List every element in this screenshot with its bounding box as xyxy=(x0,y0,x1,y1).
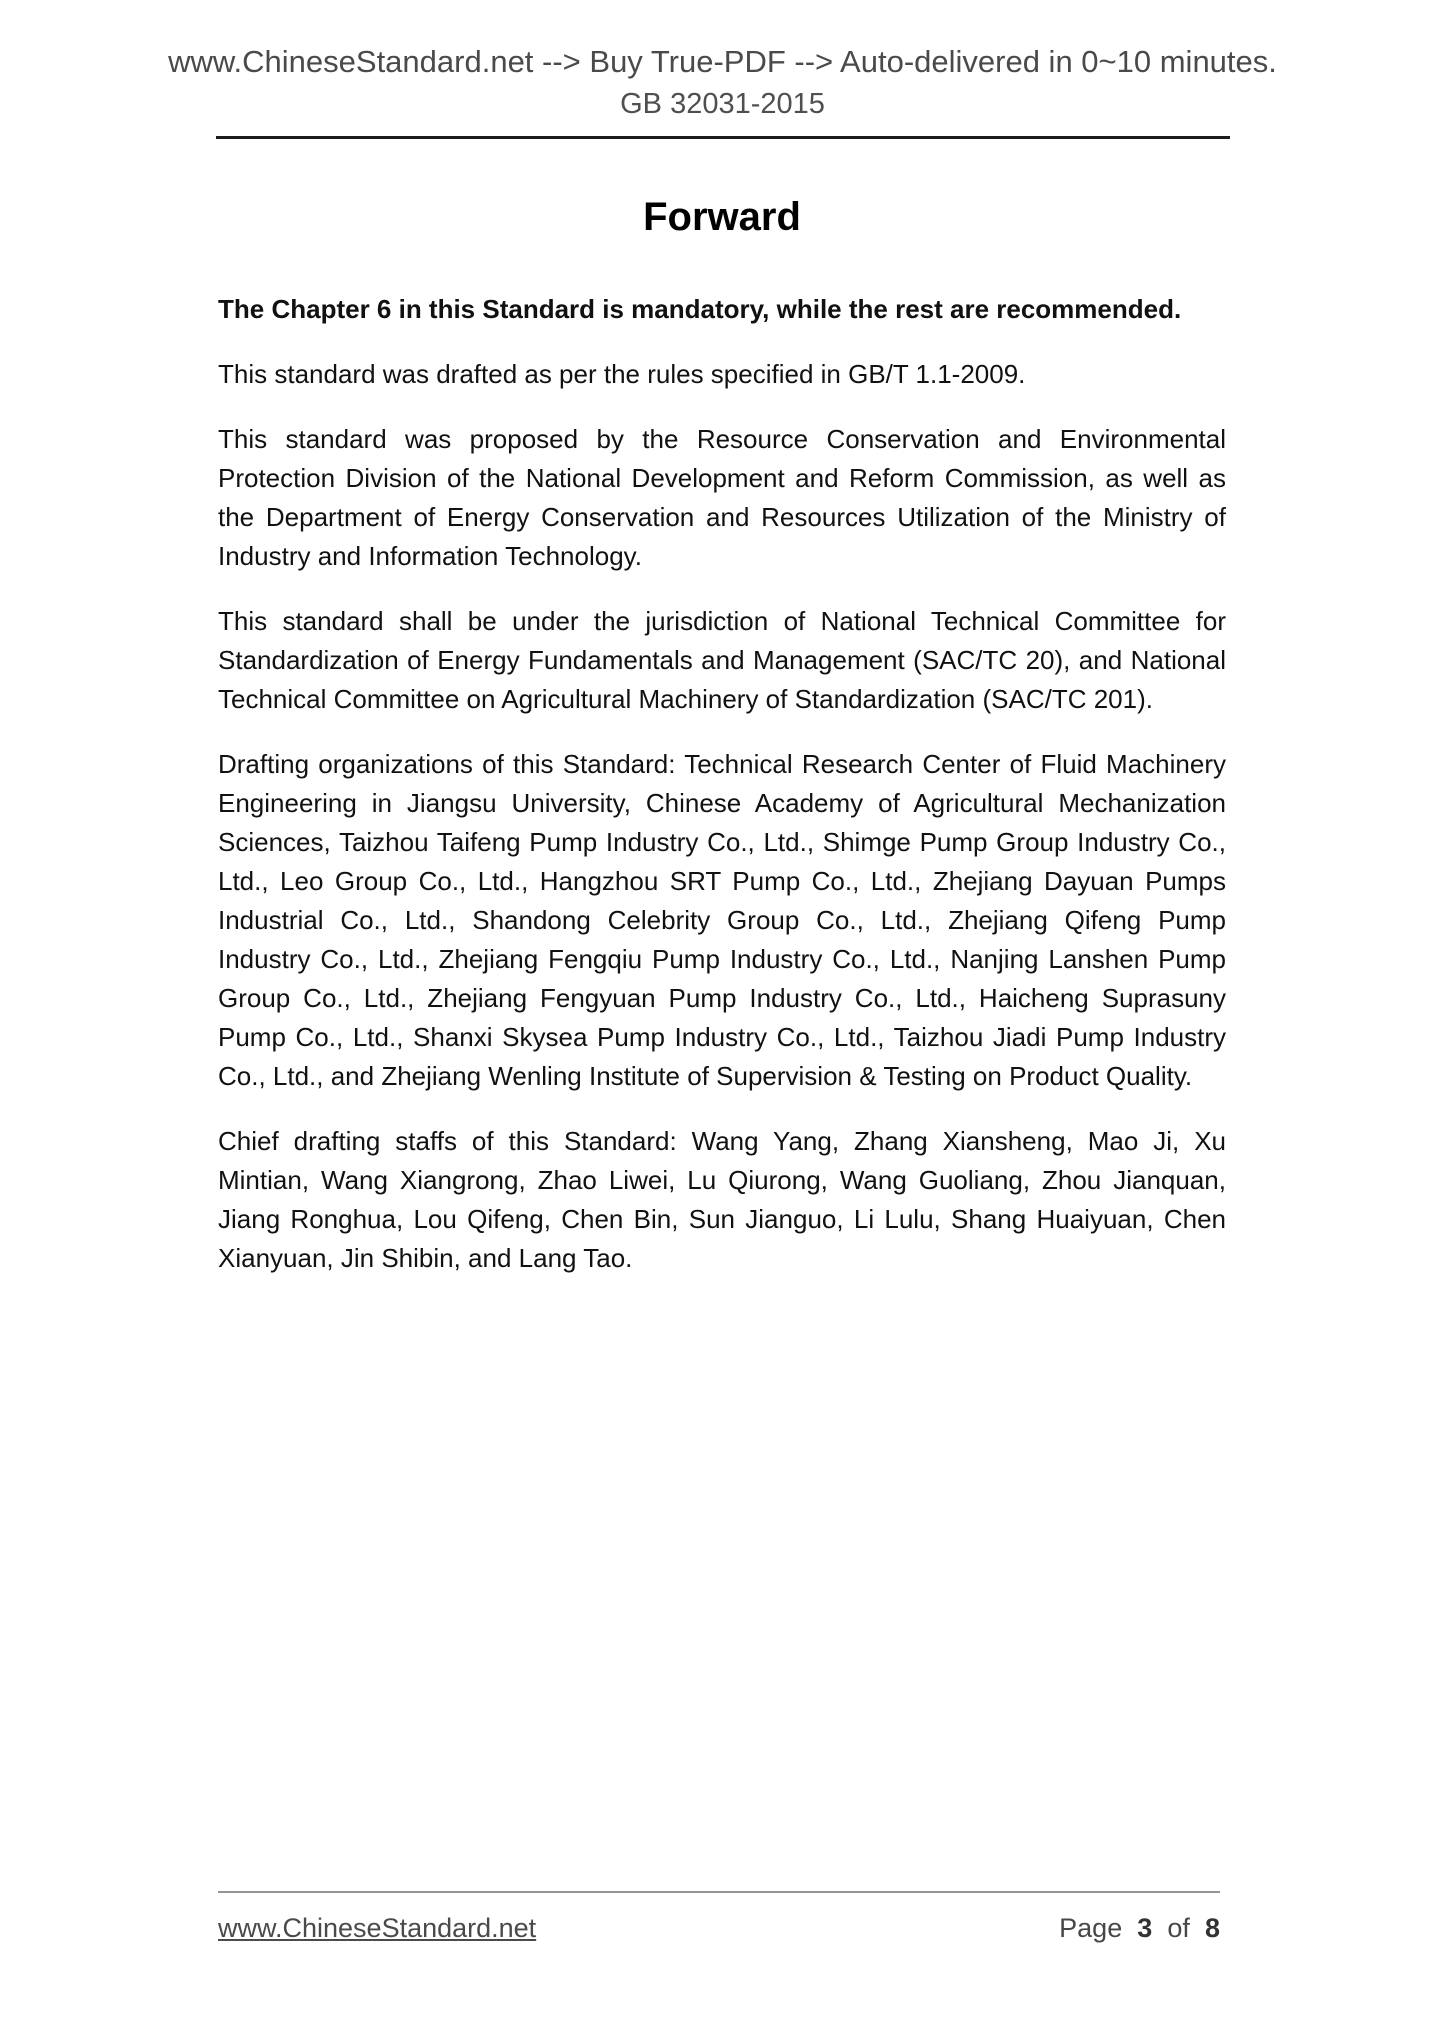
paragraph-jurisdiction: This standard shall be under the jurisdiction of National Technical Committee for Standardization of Energy Fundamentals and Management (SAC/TC 20), and National Technical Committee on Agricultural Machinery of Standardization (SAC/TC 201). xyxy=(218,606,1226,714)
page-current-number: 3 xyxy=(1137,1913,1153,1943)
page-total-number: 8 xyxy=(1204,1913,1220,1943)
paragraph-proposed-by: This standard was proposed by the Resource Conservation and Environmental Protection Division of the National Development and Reform Commission, as well as the Department of Energy Conservation and Resources Utilization of the Ministry of Industry and Information Technology. xyxy=(218,424,1226,571)
page-of-label: of xyxy=(1167,1913,1190,1943)
paragraph-drafting-rules: This standard was drafted as per the rules specified in GB/T 1.1-2009. xyxy=(218,359,1026,389)
section-title: Forward xyxy=(643,195,801,239)
standard-number: GB 32031-2015 xyxy=(620,88,825,120)
page-indicator xyxy=(1059,1911,1220,1945)
paragraph-drafting-organizations: Drafting organizations of this Standard: Technical Research Center of Fluid Machinery Engineering in Jiangsu University, Chinese Academy of Agricultural Mechanization Sciences, Taizhou Taifeng Pump Industry Co., Ltd., Shimge Pump Group Industry Co., Ltd., Leo Group Co., Ltd., Hangzhou SRT Pump Co., Ltd., Zhejiang Dayuan Pumps Industrial Co., Ltd., Shandong Celebrity Group Co., Ltd., Zhejiang Qifeng Pump Industry Co., Ltd., Zhejiang Fengqiu Pump Industry Co., Ltd., Nanjing Lanshen Pump Group Co., Ltd., Zhejiang Fengyuan Pump Industry Co., Ltd., Haicheng Suprasuny Pump Co., Ltd., Shanxi Skysea Pump Industry Co., Ltd., Taizhou Jiadi Pump Industry Co., Ltd., and Zhejiang Wenling Institute of Supervision & Testing on Product Quality. xyxy=(218,749,1226,1091)
footer-website-link[interactable]: www.ChineseStandard.net xyxy=(218,1913,537,1943)
document-body xyxy=(218,194,1226,1278)
paragraph-mandatory-note: The Chapter 6 in this Standard is mandatory, while the rest are recommended. xyxy=(218,294,1182,324)
page-label: Page xyxy=(1059,1913,1123,1943)
header-divider xyxy=(216,136,1230,139)
header-tagline: www.ChineseStandard.net --> Buy True-PDF --> Auto-delivered in 0~10 minutes. xyxy=(168,44,1277,79)
paragraph-chief-drafting-staffs: Chief drafting staffs of this Standard: Wang Yang, Zhang Xiansheng, Mao Ji, Xu Mintian, Wang Xiangrong, Zhao Liwei, Lu Qiurong, Wang Guoliang, Zhou Jianquan, Jiang Ronghua, Lou Qifeng, Chen Bin, Sun Jianguo, Li Lulu, Shang Huaiyuan, Chen Xianyuan, Jin Shibin, and Lang Tao. xyxy=(218,1126,1226,1273)
page-header xyxy=(0,0,1445,139)
footer-divider xyxy=(218,1891,1220,1893)
page-footer xyxy=(218,1911,1220,1945)
